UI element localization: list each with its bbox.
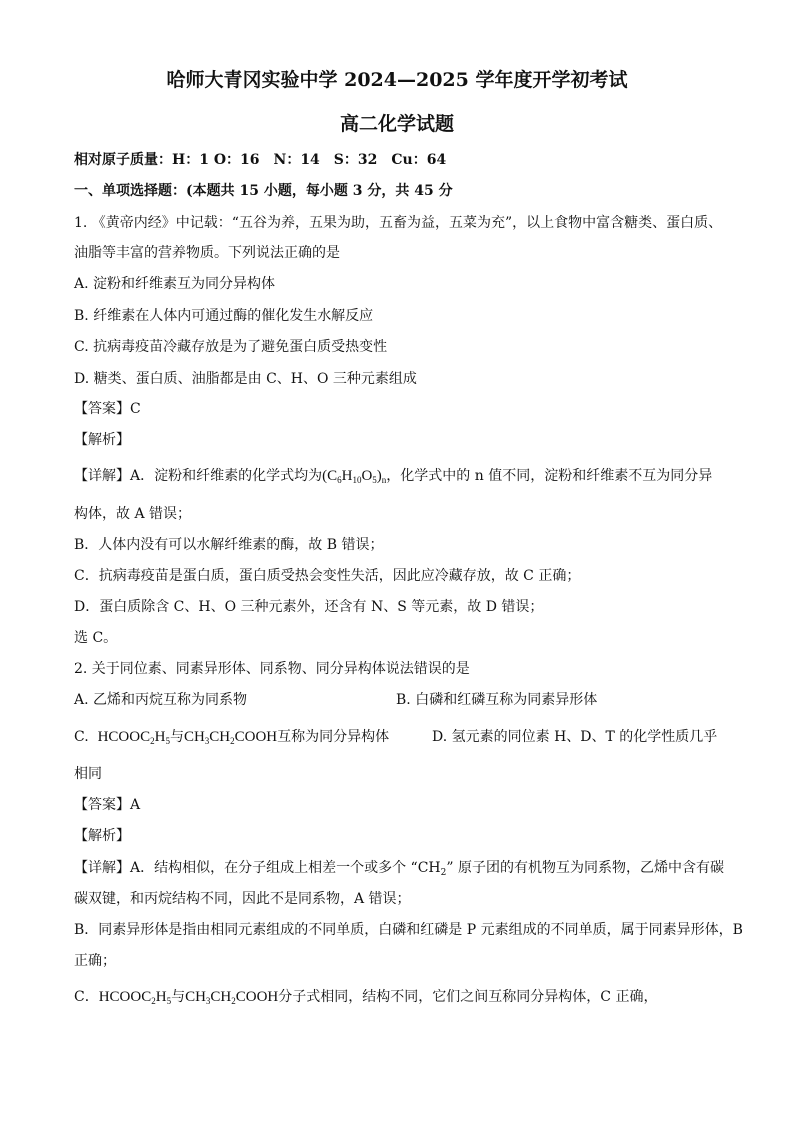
q1-stem-line2: 油脂等丰富的营养物质。下列说法正确的是 <box>74 245 340 261</box>
q2-detail-formula-ethyl-formate: $HCOOC_2H_5$ <box>98 989 172 1006</box>
q2-option-d: D. 氢元素的同位素 H、D、T 的化学性质几乎 <box>432 729 718 745</box>
q1-option-a: A. 淀粉和纤维素互为同分异构体 <box>74 276 276 292</box>
q2-option-d-line2: 相同 <box>74 766 102 782</box>
q2-analysis-label: 【解析】 <box>74 828 130 844</box>
q2-detail-formula-propanoic-acid: $CH_3CH_2COOH$ <box>185 989 279 1006</box>
q1-stem-line1: 1. 《黄帝内经》中记载：“五谷为养，五果为助，五畜为益，五菜为充”，以上食物中富含糖类、蛋白质、 <box>74 215 723 231</box>
q1-answer: 【答案】C <box>74 401 141 417</box>
q2-stem: 2. 关于同位素、同素异形体、同系物、同分异构体说法错误的是 <box>74 661 470 677</box>
q1-detail-d: D．蛋白质除含 C、H、O 三种元素外，还含有 N、S 等元素，故 D 错误； <box>74 599 544 615</box>
q2-option-a: A. 乙烯和丙烷互称为同系物 <box>74 692 248 708</box>
exam-title: 哈师大青冈实验中学 2024—2025 学年度开学初考试 <box>166 69 628 91</box>
q1-option-d: D. 糖类、蛋白质、油脂都是由 C、H、O 三种元素组成 <box>74 371 417 387</box>
q1-detail-a-line2: 构体，故 A 错误； <box>74 506 192 522</box>
q2-option-c: C. $HCOOC_2H_5$与$CH_3CH_2COOH$互称为同分异构体 <box>74 729 390 746</box>
q1-conclusion: 选 C。 <box>74 630 118 646</box>
q2-detail-a-line1: 【详解】A．结构相似，在分子组成上相差一个或多个 “$CH_2$” 原子团的有机物互为同系物，乙烯中含有碳 <box>74 860 724 878</box>
q1-detail-c: C．抗病毒疫苗是蛋白质，蛋白质受热会变性失活，因此应冷藏存放，故 C 正确； <box>74 568 581 584</box>
q1-detail-b: B．人体内没有可以水解纤维素的酶，故 B 错误； <box>74 537 384 553</box>
q1-formula-starch: $(C_6H_{10}O_5)_n$ <box>322 468 387 485</box>
atomic-masses: 相对原子质量：H：1 O：16 N：14 S：32 Cu：64 <box>74 152 447 168</box>
q1-option-c: C. 抗病毒疫苗冷藏存放是为了避免蛋白质受热变性 <box>74 339 388 355</box>
q1-detail-a-text: 【详解】A．淀粉和纤维素的化学式均为 <box>74 468 323 484</box>
section-heading: 一、单项选择题：(本题共 15 小题，每小题 3 分，共 45 分 <box>74 183 453 199</box>
q1-detail-a-line1 <box>74 466 712 486</box>
q2-option-b: B. 白磷和红磷互称为同素异形体 <box>396 692 598 708</box>
q2-detail-b-line2: 正确； <box>74 953 116 969</box>
exam-subtitle: 高二化学试题 <box>339 113 454 135</box>
q2-detail-a-line2: 碳双键，和丙烷结构不同，因此不是同系物，A 错误； <box>74 891 411 907</box>
q1-detail-a-post: ，化学式中的 n 值不同，淀粉和纤维素不互为同分异 <box>386 468 713 484</box>
q1-analysis-label: 【解析】 <box>74 432 130 448</box>
q1-option-b: B. 纤维素在人体内可通过酶的催化发生水解反应 <box>74 308 374 324</box>
q2-detail-c: C．$HCOOC_2H_5$与$CH_3CH_2COOH$分子式相同，结构不同，它们之间互称同分异构体，C 正确， <box>74 989 658 1006</box>
q2-formula-propanoic-acid: $CH_3CH_2COOH$ <box>183 729 278 746</box>
q2-formula-ethyl-formate: $HCOOC_2H_5$ <box>97 729 170 746</box>
q2-answer: 【答案】A <box>74 797 141 813</box>
q2-detail-b-line1: B．同素异形体是指由相同元素组成的不同单质，白磷和红磷是 P 元素组成的不同单质，属于同素异形体，B <box>74 922 743 938</box>
